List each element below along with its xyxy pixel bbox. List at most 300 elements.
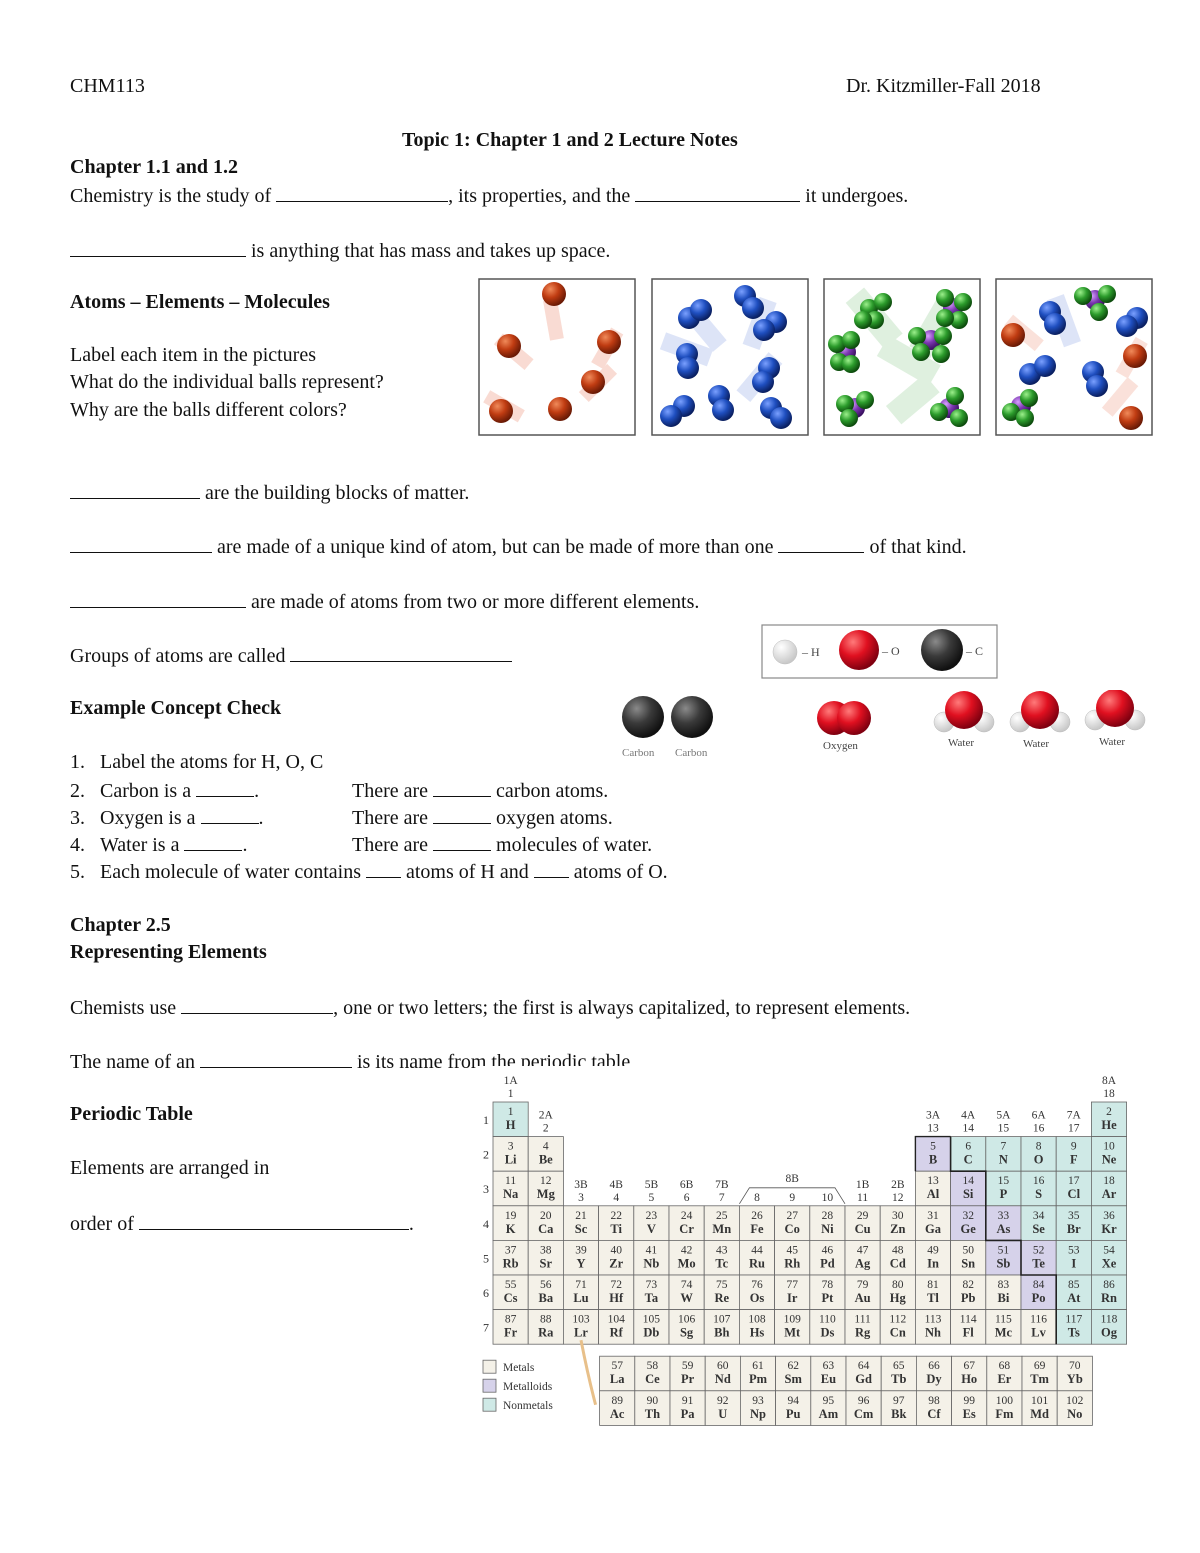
atomic-number: 82 — [962, 1279, 974, 1291]
fill-symbols — [70, 996, 910, 1018]
text: Water is a — [100, 834, 180, 856]
blank — [200, 1050, 352, 1068]
legend-o: – O — [882, 644, 900, 658]
water-molecule — [1010, 691, 1070, 750]
atomic-number: 63 — [822, 1360, 835, 1373]
group-number: 11 — [857, 1191, 869, 1204]
section-heading-atoms: Atoms – Elements – Molecules — [70, 291, 330, 313]
legend-h: – H — [802, 645, 820, 659]
group-number: 1 — [507, 1088, 514, 1100]
group-number: 14 — [962, 1122, 974, 1135]
element-symbol: Xe — [1101, 1256, 1117, 1271]
element-symbol: Er — [997, 1372, 1012, 1387]
element-symbol: Ag — [854, 1256, 871, 1271]
element-symbol: V — [646, 1221, 656, 1236]
atomic-number: 39 — [575, 1244, 587, 1257]
atomic-number: 38 — [540, 1244, 552, 1257]
element-symbol: Zr — [609, 1256, 624, 1271]
element-symbol: Si — [962, 1187, 974, 1202]
blank — [433, 833, 491, 851]
group-number: 15 — [997, 1122, 1010, 1135]
section-heading-periodic: Periodic Table — [70, 1103, 193, 1125]
element-symbol: C — [963, 1152, 973, 1167]
particle-pictures — [478, 278, 1156, 438]
atomic-number: 99 — [963, 1394, 975, 1407]
caption-oxygen: Oxygen — [823, 740, 858, 752]
atomic-number: 107 — [713, 1313, 731, 1326]
element-symbol: Ce — [645, 1372, 660, 1387]
box-mixture — [996, 279, 1152, 435]
text: order of — [70, 1213, 134, 1235]
fill-molecules — [70, 644, 512, 666]
blank — [181, 996, 333, 1014]
atomic-number: 78 — [821, 1279, 834, 1291]
element-symbol: Tb — [891, 1372, 907, 1387]
blank — [70, 535, 212, 553]
atomic-number: 72 — [610, 1279, 622, 1291]
section-heading-example: Example Concept Check — [70, 697, 282, 719]
text: There are — [352, 834, 429, 856]
element-symbol: Y — [576, 1256, 586, 1271]
atomic-number: 98 — [928, 1394, 940, 1407]
item-3b — [352, 806, 613, 828]
blank — [184, 833, 242, 851]
atomic-number: 79 — [856, 1279, 869, 1291]
legend-label: Metals — [503, 1362, 535, 1375]
group-label: 7B — [715, 1178, 729, 1191]
element-symbol: Pu — [785, 1406, 801, 1421]
element-symbol: Cs — [503, 1291, 518, 1305]
element-symbol: Cf — [927, 1406, 941, 1421]
group-label: 4B — [609, 1178, 623, 1191]
atomic-number: 44 — [751, 1244, 763, 1257]
atomic-number: 15 — [997, 1175, 1010, 1188]
atomic-number: 117 — [1065, 1313, 1083, 1326]
atomic-number: 37 — [504, 1244, 517, 1257]
blank — [70, 239, 246, 257]
water-molecule — [934, 691, 994, 749]
atomic-number: 29 — [856, 1209, 869, 1222]
period-label: 3 — [483, 1182, 489, 1197]
atomic-number: 111 — [854, 1313, 871, 1326]
section-heading-ch25: Chapter 2.5 — [70, 914, 171, 936]
element-symbol: Pm — [748, 1372, 768, 1387]
definition-matter — [70, 239, 610, 261]
blank — [70, 481, 200, 499]
element-symbol: Fm — [995, 1406, 1014, 1421]
atomic-number: 10 — [1103, 1140, 1115, 1153]
element-symbol: Ru — [749, 1256, 765, 1271]
atomic-number: 21 — [575, 1209, 587, 1222]
element-symbol: Sb — [996, 1256, 1011, 1271]
atomic-number: 27 — [786, 1209, 798, 1222]
element-symbol: Ge — [960, 1221, 976, 1236]
text: of that kind. — [869, 536, 967, 558]
atomic-number: 74 — [680, 1279, 693, 1291]
atomic-number: 41 — [645, 1244, 658, 1257]
element-symbol: Am — [818, 1406, 839, 1421]
item-4: 4. Water is a . — [70, 834, 248, 856]
item-4b — [352, 833, 652, 855]
element-symbol: Sg — [679, 1325, 694, 1340]
text: , one or two letters; the first is always capitalized, to represent elements. — [333, 997, 911, 1019]
text: There are — [352, 807, 429, 829]
atomic-number: 102 — [1066, 1394, 1084, 1407]
element-symbol: Og — [1101, 1325, 1117, 1340]
element-symbol: F — [1069, 1152, 1078, 1167]
atomic-number: 26 — [751, 1209, 763, 1222]
item-3: 3. Oxygen is a . — [70, 807, 264, 829]
element-symbol: Ra — [538, 1325, 554, 1340]
element-symbol: Pb — [960, 1291, 976, 1305]
atomic-number: 55 — [504, 1279, 517, 1291]
course-code: CHM113 — [70, 75, 145, 97]
text: are made of atoms from two or more different elements. — [251, 591, 700, 613]
element-symbol: Ga — [925, 1221, 941, 1236]
text: Label the atoms for H, O, C — [100, 751, 324, 773]
atomic-number: 24 — [680, 1209, 693, 1222]
element-symbol: Ac — [609, 1406, 625, 1421]
group-label: 6B — [679, 1178, 694, 1191]
legend-swatch — [483, 1379, 496, 1392]
atom-legend — [761, 624, 999, 680]
atomic-number: 62 — [787, 1360, 799, 1373]
element-symbol: Be — [538, 1152, 553, 1167]
atomic-number: 108 — [748, 1313, 766, 1326]
element-symbol: K — [505, 1221, 516, 1236]
fill-compounds — [70, 590, 699, 612]
atomic-number: 88 — [540, 1313, 552, 1326]
text: Oxygen is a — [100, 807, 196, 829]
element-symbol: Cr — [679, 1221, 694, 1236]
atomic-number: 51 — [997, 1244, 1010, 1257]
atomic-number: 73 — [645, 1279, 658, 1291]
text: Each molecule of water contains — [100, 861, 361, 883]
element-symbol: Ba — [538, 1291, 554, 1305]
element-symbol: Db — [643, 1325, 660, 1340]
period-label: 6 — [483, 1286, 489, 1300]
fill-atoms — [70, 481, 469, 503]
element-symbol: W — [680, 1291, 693, 1305]
group-number: 3 — [578, 1191, 584, 1204]
atomic-number: 18 — [1103, 1175, 1115, 1188]
atomic-number: 92 — [717, 1394, 729, 1407]
element-symbol: U — [718, 1406, 728, 1421]
definition-chemistry — [70, 184, 908, 206]
element-symbol: Gd — [855, 1372, 872, 1387]
element-symbol: Co — [784, 1221, 800, 1236]
atomic-number: 56 — [540, 1279, 552, 1291]
element-symbol: Rg — [854, 1325, 871, 1340]
text: atoms of H and — [406, 861, 529, 883]
element-symbol: Br — [1066, 1221, 1081, 1236]
arranged-text: Elements are arranged in — [70, 1157, 270, 1179]
element-symbol: Bh — [714, 1325, 730, 1340]
fill-elements — [70, 535, 967, 557]
atomic-number: 114 — [959, 1313, 977, 1326]
atomic-number: 59 — [681, 1360, 694, 1373]
text: is its name from the periodic table — [356, 1051, 631, 1073]
atomic-number: 14 — [962, 1175, 974, 1188]
item-2b — [352, 779, 608, 801]
caption-water: Water — [948, 737, 974, 749]
atomic-number: 28 — [821, 1209, 834, 1222]
blank — [290, 644, 512, 662]
atomic-number: 40 — [610, 1244, 622, 1257]
atomic-number: 23 — [645, 1209, 658, 1222]
group-label: 7A — [1066, 1109, 1081, 1122]
group-label: 5B — [644, 1178, 659, 1191]
text: molecules of water. — [496, 834, 653, 856]
group-number: 4 — [613, 1191, 620, 1204]
atomic-number: 48 — [892, 1244, 904, 1257]
element-symbol: Sr — [539, 1256, 553, 1271]
atomic-number: 46 — [821, 1244, 834, 1257]
element-symbol: Hf — [609, 1291, 624, 1305]
element-symbol: In — [927, 1256, 939, 1271]
element-symbol: O — [1033, 1152, 1044, 1167]
legend-label: Nonmetals — [503, 1400, 553, 1413]
element-symbol: As — [996, 1221, 1011, 1236]
element-symbol: Cl — [1067, 1187, 1081, 1202]
section-heading-ch1: Chapter 1.1 and 1.2 — [70, 156, 238, 178]
element-symbol: No — [1067, 1406, 1083, 1421]
element-symbol: H — [505, 1118, 516, 1132]
group-number: 18 — [1103, 1088, 1115, 1100]
atomic-number: 12 — [540, 1175, 552, 1188]
atomic-number: 103 — [572, 1313, 590, 1326]
atomic-number: 96 — [857, 1394, 870, 1407]
carbon-atom — [622, 696, 664, 738]
atomic-number: 54 — [1103, 1244, 1115, 1257]
element-symbol: Pr — [681, 1372, 695, 1387]
element-symbol: Mt — [784, 1325, 801, 1340]
blank — [433, 806, 491, 824]
element-symbol: Os — [749, 1291, 765, 1305]
group-label: 2B — [891, 1178, 905, 1191]
atomic-number: 4 — [542, 1140, 549, 1153]
element-symbol: Ca — [538, 1221, 554, 1236]
atomic-number: 110 — [818, 1313, 836, 1326]
element-symbol: Yb — [1066, 1372, 1083, 1387]
atomic-number: 42 — [680, 1244, 693, 1257]
atomic-number: 116 — [1030, 1313, 1048, 1326]
atomic-number: 35 — [1068, 1209, 1080, 1222]
element-symbol: Re — [714, 1291, 730, 1305]
blank — [433, 779, 491, 797]
group-label: 1A — [503, 1075, 518, 1087]
water-molecule — [1085, 690, 1145, 748]
atomic-number: 77 — [786, 1279, 798, 1291]
atomic-number: 34 — [1032, 1209, 1045, 1222]
element-symbol: Zn — [890, 1221, 906, 1236]
period-label: 4 — [483, 1216, 489, 1231]
atomic-number: 61 — [752, 1360, 764, 1373]
atomic-number: 83 — [997, 1279, 1010, 1291]
element-symbol: Lr — [574, 1325, 588, 1340]
atomic-number: 67 — [963, 1360, 975, 1373]
question-3: Why are the balls different colors? — [70, 399, 347, 421]
carbon-ball — [921, 629, 963, 671]
atomic-number: 95 — [822, 1394, 835, 1407]
group-number: 16 — [1032, 1122, 1045, 1135]
hydrogen-ball — [773, 640, 797, 664]
element-symbol: Th — [644, 1406, 661, 1421]
element-symbol: Bi — [997, 1291, 1010, 1305]
atomic-number: 69 — [1033, 1360, 1046, 1373]
atomic-number: 6 — [965, 1140, 972, 1153]
element-symbol: Sm — [784, 1372, 802, 1387]
text: Chemistry is the study of — [70, 185, 272, 207]
atomic-number: 71 — [575, 1279, 587, 1291]
element-symbol: Bk — [891, 1406, 907, 1421]
atomic-number: 106 — [677, 1313, 696, 1326]
element-symbol: Ts — [1067, 1325, 1080, 1340]
atomic-number: 1 — [507, 1106, 514, 1118]
blank — [534, 860, 569, 878]
example-molecules — [614, 690, 1154, 762]
element-symbol: Ni — [821, 1221, 834, 1236]
text: it undergoes. — [805, 185, 909, 207]
group-number: 10 — [821, 1191, 834, 1204]
text: The name of an — [70, 1051, 195, 1073]
caption-carbon: Carbon — [622, 747, 655, 759]
blank — [276, 184, 448, 202]
element-symbol: Md — [1030, 1406, 1049, 1421]
element-symbol: Pt — [821, 1291, 834, 1305]
atomic-number: 31 — [927, 1209, 939, 1222]
atomic-number: 33 — [997, 1209, 1010, 1222]
atomic-number: 45 — [786, 1244, 798, 1257]
element-symbol: Nd — [714, 1372, 731, 1387]
atomic-number: 2 — [1106, 1106, 1112, 1118]
item-1: 1. Label the atoms for H, O, C — [70, 751, 324, 773]
group-number: 12 — [892, 1191, 904, 1204]
group-label: 5A — [996, 1109, 1011, 1122]
element-symbol: I — [1071, 1256, 1077, 1271]
oxygen-ball — [839, 630, 879, 670]
atomic-number: 75 — [716, 1279, 728, 1291]
lanthanide-arrow — [581, 1340, 596, 1405]
element-symbol: At — [1067, 1291, 1081, 1305]
atomic-number: 7 — [1000, 1140, 1007, 1153]
atomic-number: 100 — [995, 1394, 1014, 1407]
question-2: What do the individual balls represent? — [70, 371, 384, 393]
box-molecules — [824, 279, 980, 435]
blank — [366, 860, 401, 878]
atomic-number: 85 — [1068, 1279, 1080, 1291]
element-symbol: Rh — [784, 1256, 801, 1271]
atomic-number: 8 — [1035, 1140, 1042, 1153]
periodic-table — [476, 1066, 1136, 1436]
fill-order: order of . — [70, 1213, 414, 1235]
element-symbol: La — [609, 1372, 625, 1387]
element-symbol: Sc — [574, 1221, 588, 1236]
blank — [196, 779, 254, 797]
element-symbol: Cn — [889, 1325, 906, 1340]
element-symbol: Cu — [854, 1221, 871, 1236]
atomic-number: 84 — [1032, 1279, 1045, 1291]
atomic-number: 43 — [716, 1244, 728, 1257]
element-symbol: Fl — [962, 1325, 974, 1340]
atomic-number: 93 — [752, 1394, 764, 1407]
atomic-number: 70 — [1069, 1360, 1081, 1373]
question-1: Label each item in the pictures — [70, 344, 317, 366]
element-symbol: Nh — [925, 1325, 941, 1340]
legend-swatch — [483, 1398, 496, 1411]
atomic-number: 68 — [998, 1360, 1011, 1373]
element-symbol: Ds — [820, 1325, 835, 1340]
group-label: 8A — [1101, 1075, 1117, 1087]
period-label: 2 — [483, 1147, 489, 1162]
element-symbol: Li — [504, 1152, 517, 1167]
atomic-number: 30 — [892, 1209, 904, 1222]
group-number: 17 — [1068, 1122, 1080, 1135]
atomic-number: 17 — [1068, 1175, 1080, 1188]
blank — [70, 590, 246, 608]
text: is anything that has mass and takes up space. — [251, 240, 611, 262]
element-symbol: Ti — [610, 1221, 622, 1236]
page-title: Topic 1: Chapter 1 and 2 Lecture Notes — [402, 129, 738, 151]
atomic-number: 94 — [787, 1394, 799, 1407]
instructor: Dr. Kitzmiller-Fall 2018 — [846, 75, 1041, 97]
caption-carbon: Carbon — [675, 747, 708, 759]
atomic-number: 76 — [751, 1279, 763, 1291]
atomic-number: 90 — [646, 1394, 659, 1407]
atomic-number: 22 — [610, 1209, 622, 1222]
element-symbol: Rb — [502, 1256, 519, 1271]
carbon-atom — [671, 696, 713, 738]
element-symbol: Pd — [820, 1256, 835, 1271]
element-symbol: P — [999, 1187, 1008, 1202]
group-label: 1B — [855, 1178, 870, 1191]
atomic-number: 53 — [1068, 1244, 1080, 1257]
text: Chemists use — [70, 997, 177, 1019]
atomic-number: 109 — [783, 1313, 801, 1326]
group-label: 3A — [925, 1109, 941, 1122]
element-symbol: Mn — [712, 1221, 732, 1236]
element-symbol: Lu — [573, 1291, 589, 1305]
element-symbol: Mc — [994, 1325, 1013, 1340]
group-number: 6 — [683, 1191, 690, 1204]
element-symbol: Al — [926, 1187, 940, 1202]
atomic-number: 58 — [646, 1360, 659, 1373]
group-number: 5 — [648, 1191, 655, 1204]
atomic-number: 65 — [893, 1360, 905, 1373]
element-symbol: Fe — [750, 1221, 764, 1236]
element-symbol: Kr — [1101, 1221, 1117, 1236]
atomic-number: 64 — [857, 1360, 870, 1373]
atomic-number: 87 — [504, 1313, 517, 1326]
atomic-number: 32 — [962, 1209, 974, 1222]
atomic-number: 16 — [1032, 1175, 1045, 1188]
text: atoms of O. — [573, 861, 668, 883]
atomic-number: 47 — [856, 1244, 869, 1257]
atomic-number: 52 — [1032, 1244, 1045, 1257]
atomic-number: 13 — [927, 1175, 939, 1188]
element-symbol: Ar — [1101, 1187, 1117, 1202]
element-symbol: Se — [1032, 1221, 1045, 1236]
element-symbol: B — [928, 1152, 938, 1167]
text: Carbon is a — [100, 780, 192, 802]
atomic-number: 20 — [540, 1209, 552, 1222]
blank — [778, 535, 864, 553]
element-symbol: Na — [502, 1187, 519, 1202]
period-label: 5 — [483, 1251, 489, 1266]
element-symbol: Hs — [749, 1325, 765, 1340]
element-symbol: Pa — [680, 1406, 695, 1421]
element-symbol: Tc — [715, 1256, 729, 1271]
